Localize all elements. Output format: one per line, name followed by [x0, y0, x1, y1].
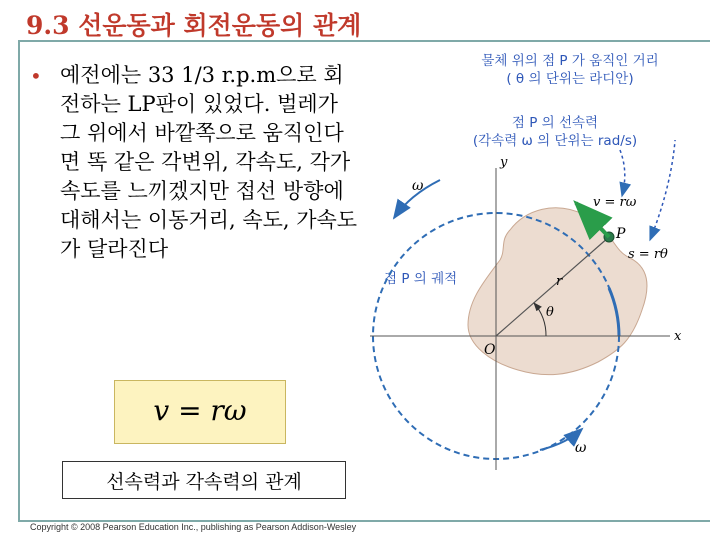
relation-box: [62, 461, 346, 499]
velocity-label: v = rω: [593, 195, 637, 210]
copyright-text: Copyright © 2008 Pearson Education Inc., publishing as Pearson Addison-Wesley: [30, 522, 357, 532]
arc-label: s = rθ: [628, 247, 668, 262]
formula: v = rω: [153, 394, 247, 427]
x-axis-label: x: [674, 329, 682, 344]
bullet-text: 예전에는 33 1/3 r.p.m으로 회전하는 LP판이 있었다. 벌레가 그 위에서 바깥쪽으로 움직인다면 똑 같은 각변위, 각속도, 각가속도를 느끼겠지만 접선 방향에 대해서는 이동거리, 속도, 가속도가 달라진다: [60, 63, 358, 261]
distance-pointer: [650, 140, 676, 240]
distance-annotation-line2: ( θ 의 단위는 라디안): [506, 71, 634, 87]
page-title: 9.3 선운동과 회전운동의 관계: [26, 11, 362, 40]
speed-annotation-line1: 점 P 의 선속력: [511, 115, 599, 131]
y-axis-label: y: [500, 155, 508, 170]
angle-label: θ: [546, 305, 554, 320]
title-divider: [18, 40, 710, 42]
rotation-diagram: [350, 140, 720, 520]
radius-label: r: [556, 274, 563, 289]
distance-annotation: [430, 52, 710, 88]
formula-box: [114, 380, 286, 444]
omega-label-bottom: ω: [575, 440, 587, 456]
origin-label: O: [484, 342, 496, 358]
speed-pointer: [620, 150, 625, 196]
left-border: [18, 40, 20, 520]
point-p-label: P: [616, 226, 626, 242]
relation-label: 선속력과 각속력의 관계: [106, 471, 302, 493]
path-annotation: 점 P 의 궤적: [384, 271, 458, 287]
bullet-icon: •: [30, 64, 42, 88]
omega-label-top: ω: [412, 178, 424, 194]
speed-annotation-line2: (각속력 ω 의 단위는 rad/s): [472, 133, 638, 149]
distance-annotation-line1: 물체 위의 점 P 가 움직인 거리: [481, 53, 659, 69]
